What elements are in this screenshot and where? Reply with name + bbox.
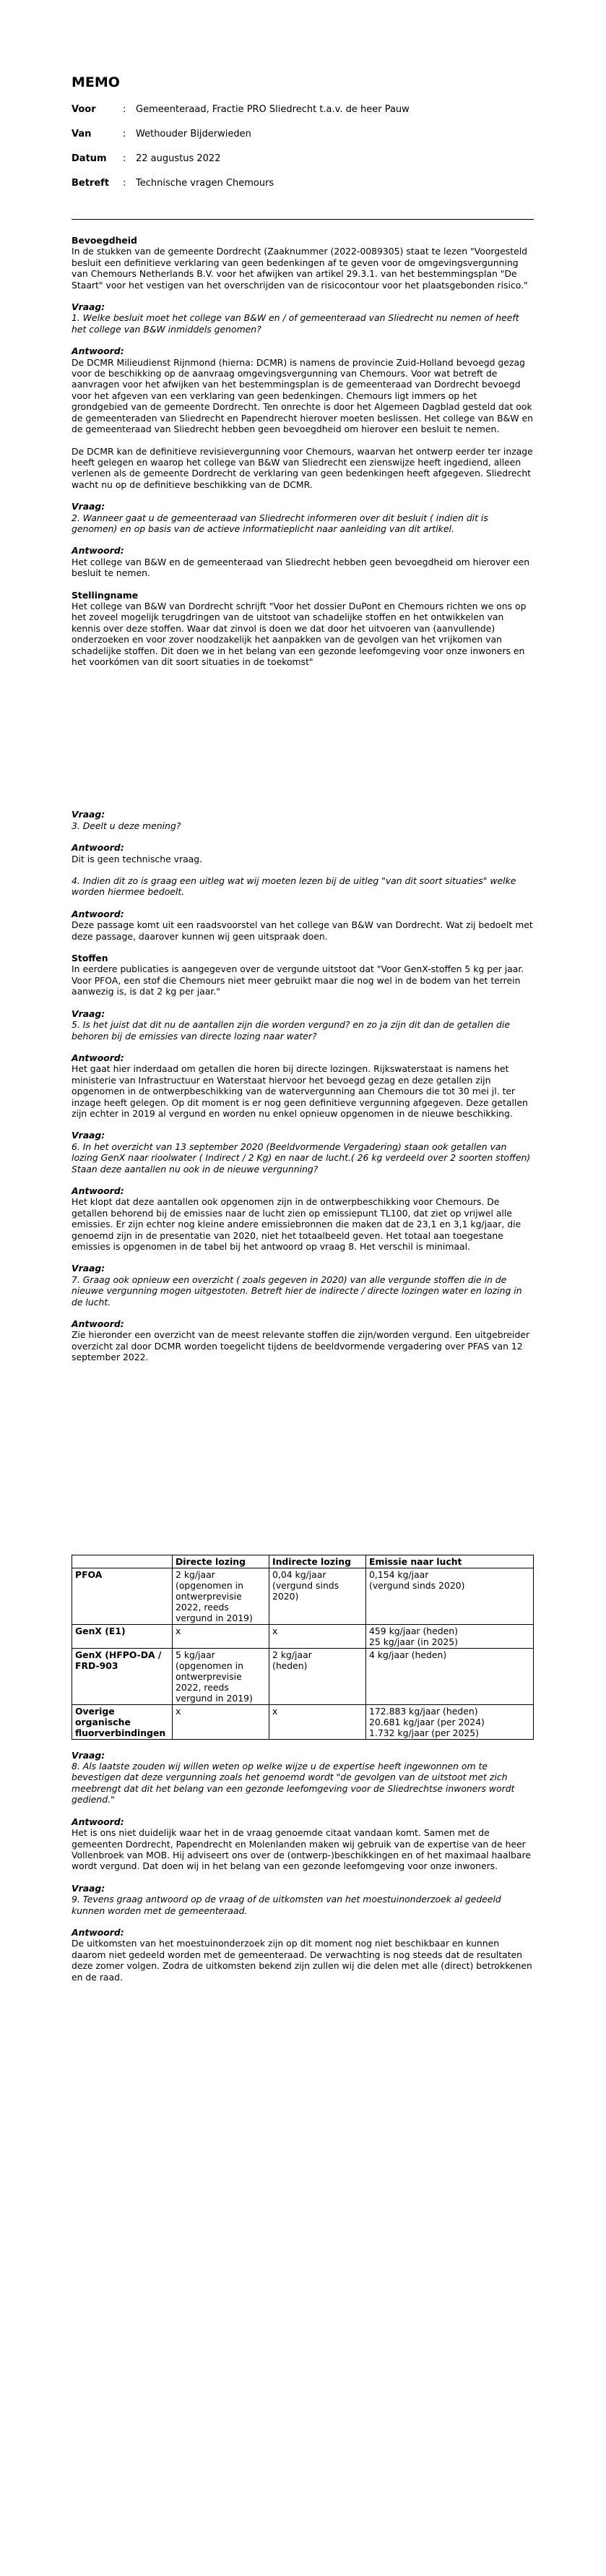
header-value: Wethouder Bijderwieden: [136, 129, 251, 139]
answer-8: [72, 1816, 534, 1872]
table-cell-line: (opgenomen in: [176, 1579, 243, 1591]
question-text: 2. Wanneer gaat u de gemeenteraad van Sliedrecht informeren over dit besluit ( indien dit is genomen) en op basis van de actieve informatieplicht naar aanleiding van dit artikel.: [72, 512, 488, 534]
table-header-row: [72, 1555, 534, 1568]
table-row-header: GenX (HFPO-DA / FRD-903: [72, 1648, 173, 1704]
answer-1-continued: [72, 446, 534, 491]
table-cell-line: x: [176, 1625, 181, 1636]
table-row-header: PFOA: [72, 1568, 173, 1624]
answer-label: Antwoord:: [72, 545, 124, 557]
question-3: [72, 809, 534, 831]
question-label: Vraag:: [72, 1882, 105, 1894]
table-cell-line: 20.681 kg/jaar (per 2024): [369, 1716, 485, 1727]
table-cell-direct: [173, 1704, 269, 1739]
answer-1: [72, 345, 534, 434]
answer-label: Antwoord:: [72, 842, 124, 854]
answer-9: [72, 1927, 534, 1983]
answer-text: Dit is geen technische vraag.: [72, 853, 203, 864]
answer-label: Antwoord:: [72, 1816, 124, 1827]
question-6: [72, 1130, 534, 1175]
table-cell-line: ontwerprevisie: [176, 1590, 242, 1602]
question-text: 3. Deelt u deze mening?: [72, 820, 181, 831]
answer-text: De DCMR kan de definitieve revisievergunning voor Chemours, waarvan het ontwerp eerder ter inzage heeft gelegen en waarop het college van B&W van Sliedrecht een zienswijze heeft ingediend, alleen verlenen als de gemeente Dordrecht de verklaring van geen bedenkingen heeft afgegeven. Sliedrecht wacht nu op de definitieve beschikking van de DCMR.: [72, 445, 533, 490]
question-label: Vraag:: [72, 1749, 105, 1761]
section-stoffen: [72, 953, 534, 997]
answer-label: Antwoord:: [72, 1185, 124, 1196]
table-cell-line: 5 kg/jaar: [176, 1649, 215, 1660]
table-cell-line: 2020): [272, 1590, 299, 1602]
answer-text: Het college van B&W en de gemeenteraad van Sliedrecht hebben geen bevoegdheid om hierover een besluit te nemen.: [72, 556, 530, 579]
section-bevoegdheid: [72, 235, 534, 291]
answer-6: [72, 1185, 534, 1252]
section-title: Stoffen: [72, 953, 108, 964]
section-title: Stellingname: [72, 589, 139, 601]
header-label: Betreft: [72, 178, 110, 189]
answer-label: Antwoord:: [72, 908, 124, 919]
emissions-table: [72, 1555, 534, 1740]
question-text: 6. In het overzicht van 13 september 2020 (Beeldvormende Vergadering) staan ook getallen van lozing GenX naar rioolwater ( Indirect / 2 Kg) en naar de lucht.( 26 kg verdeeld over 2 soorten stoffen) Staan deze aantallen nu ook in de nieuwe vergunning?: [72, 1141, 531, 1175]
header-colon: :: [123, 153, 126, 164]
answer-label: Antwoord:: [72, 1052, 124, 1063]
answer-text: Het klopt dat deze aantallen ook opgenomen zijn in de ontwerpbeschikking voor Chemours. De getallen behorend bij de emissies naar de lucht zien op emissiepunt TL100, dat ziet op vrijwel alle emissies. Er zijn echter nog kleine andere emissiebronnen die maken dat de 23,1 en 3,1 kg/jaar, die genoemd zijn in de presentatie van 2020, niet het totaalbeeld geven. Het totaal aan toegestane emissies is opgenomen in de tabel bij het antwoord op vraag 8. Het verschil is minimaal.: [72, 1196, 521, 1252]
paragraph: Het college van B&W van Dordrecht schrijft "Voor het dossier DuPont en Chemours richten we ons op het zoveel mogelijk terugdringen van de uitstoot van schadelijke stoffen en het ontwikkelen van kennis over deze stoffen. Waar dat zinvol is doen we dat door het uitvoeren van (aanvullende) onderzoeken en voor zover noodzakelijk het aanpakken van de gevolgen van het vrijkomen van schadelijke stoffen. Dit doen we in het belang van een gezonde leefomgeving voor onze inwoners en het voorkómen van dit soort situaties in de toekomst": [72, 600, 527, 667]
table-row: [72, 1704, 534, 1739]
answer-3: [72, 842, 534, 864]
memo-body: [72, 235, 534, 1993]
header-label: Voor: [72, 104, 96, 115]
answer-label: Antwoord:: [72, 345, 124, 357]
paragraph: In de stukken van de gemeente Dordrecht (Zaaknummer (2022-0089305) staat te lezen "Voorgesteld besluit een definitieve verklaring van geen bedenkingen af te geven voor de omgevingsvergunning van Chemours Netherlands B.V. voor het afwijken van artikel 29.3.1. van het bestemmingsplan "De Staart" voor het vestigen van het overschrijden van de risicocontour voor het plaatsgebonden risico.": [72, 246, 528, 291]
table-cell-line: (heden): [272, 1660, 308, 1671]
spacer: [72, 1740, 534, 1750]
table-cell-line: 459 kg/jaar (heden): [369, 1625, 458, 1636]
question-label: Vraag:: [72, 501, 105, 512]
table-row: [72, 1624, 534, 1648]
section-title: Bevoegdheid: [72, 235, 137, 246]
table-cell-line: (vergund sinds 2020): [369, 1579, 465, 1591]
table-cell-indirect: [269, 1624, 366, 1648]
table-cell-direct: [173, 1568, 269, 1624]
table-header-cell: Directe lozing: [173, 1555, 269, 1568]
question-4: [72, 875, 534, 898]
table-header-cell: Indirecte lozing: [269, 1555, 366, 1568]
table-cell-air: [366, 1648, 534, 1704]
table-row-header: Overige organische fluorverbindingen: [72, 1704, 173, 1739]
answer-4: [72, 909, 534, 942]
paragraph: In eerdere publicaties is aangegeven over de vergunde uitstoot dat "Voor GenX-stoffen 5 kg per jaar. Voor PFOA, een stof die Chemours niet meer gebruikt maar die nog wel in de bodem van het terrein aanwezig is, is dat 2 kg per jaar.": [72, 963, 524, 997]
question-label: Vraag:: [72, 1008, 105, 1019]
table-cell-line: (opgenomen in: [176, 1660, 243, 1671]
answer-text: Deze passage komt uit een raadsvoorstel van het college van B&W van Dordrecht. Wat zij bedoelt met deze passage, daarover kunnen wij geen uitspraak doen.: [72, 919, 533, 942]
table-cell-line: vergund in 2019): [176, 1612, 253, 1623]
question-text: 7. Graag ook opnieuw een overzicht ( zoals gegeven in 2020) van alle vergunde stoffen die in de nieuwe vergunning mogen uitgestoten. Betreft hier de indirecte / directe lozingen water en lozing in de lucht.: [72, 1274, 522, 1308]
table-cell-line: 172.883 kg/jaar (heden): [369, 1705, 478, 1717]
answer-5: [72, 1052, 534, 1119]
question-text: 9. Tevens graag antwoord op de vraag of de uitkomsten van het moestuinonderzoek al gedeeld kunnen worden met de gemeenteraad.: [72, 1894, 501, 1916]
table-cell-direct: [173, 1624, 269, 1648]
question-7: [72, 1263, 534, 1308]
table-cell-line: 2022, reeds: [176, 1601, 229, 1613]
table-cell-air: [366, 1568, 534, 1624]
header-value: Gemeenteraad, Fractie PRO Sliedrecht t.a.v. de heer Pauw: [136, 104, 410, 115]
header-label: Datum: [72, 153, 107, 164]
table-cell-line: 0,154 kg/jaar: [369, 1568, 429, 1580]
table-header-cell: Emissie naar lucht: [366, 1555, 534, 1568]
table-cell-line: (vergund sinds: [272, 1579, 339, 1591]
answer-text: De uitkomsten van het moestuinonderzoek zijn op dit moment nog niet beschikbaar en kunnen daarom niet gedeeld worden met de gemeenteraad. De verwachting is nog steeds dat de resultaten deze zomer volgen. Zodra de uitkomsten bekend zijn zullen wij die delen met alle (direct) betrokkenen en de raad.: [72, 1938, 532, 1983]
header-value: 22 augustus 2022: [136, 153, 221, 164]
table-cell-line: 0,04 kg/jaar: [272, 1568, 326, 1580]
question-9: [72, 1883, 534, 1916]
question-label: Vraag:: [72, 1130, 105, 1141]
question-label: Vraag:: [72, 1263, 105, 1274]
header-colon: :: [123, 178, 126, 189]
question-text: 1. Welke besluit moet het college van B&W en / of gemeenteraad van Sliedrecht nu nemen of heeft het college van B&W inmiddels genomen?: [72, 312, 519, 335]
question-5: [72, 1008, 534, 1042]
table-cell-line: x: [272, 1705, 278, 1717]
answer-text: Zie hieronder een overzicht van de meest relevante stoffen die zijn/worden vergund. Een uitgebreider overzicht zal door DCMR worden toegelicht tijdens de beeldvormende vergadering over PFAS van 12 september 2022.: [72, 1329, 530, 1363]
question-1: [72, 301, 534, 335]
header-value: Technische vragen Chemours: [136, 178, 274, 189]
answer-text: Het is ons niet duidelijk waar het in de vraag genoemde citaat vandaan komt. Samen met de gemeenten Dordrecht, Papendrecht en Molenlanden maken wij gebruik van de expertise van de heer Vollenbroek van MOB. Hij adviseert ons over de (ontwerp-)beschikkingen en of het maximaal haalbare wordt vergund. Dat doen wij in het belang van een gezonde leefomgeving voor onze inwoners.: [72, 1827, 531, 1872]
table-cell-line: 1.732 kg/jaar (per 2025): [369, 1727, 480, 1738]
table-cell-line: 25 kg/jaar (in 2025): [369, 1636, 459, 1647]
table-cell-direct: [173, 1648, 269, 1704]
table-cell-line: vergund in 2019): [176, 1692, 253, 1704]
table-cell-line: x: [272, 1625, 278, 1636]
table-cell-line: 4 kg/jaar (heden): [369, 1649, 447, 1660]
header-divider: [72, 219, 534, 220]
header-label: Van: [72, 129, 92, 139]
table-row: [72, 1568, 534, 1624]
question-text: 8. Als laatste zouden wij willen weten op welke wijze u de expertise heeft ingewonnen om te bevestigen dat deze vergunning zoals het genoemd wordt "de gevolgen van de uitstoot met zich meebrengt dat dit het belang van een gezonde leefomgeving voor de Sliedrechtse inwoners wordt gediend.": [72, 1761, 515, 1806]
answer-7: [72, 1318, 534, 1363]
table-cell-indirect: [269, 1648, 366, 1704]
section-stellingname: [72, 590, 534, 668]
page-gap: [72, 1374, 534, 1555]
table-cell-line: ontwerprevisie: [176, 1670, 242, 1682]
question-2: [72, 501, 534, 534]
question-8: [72, 1750, 534, 1806]
header-colon: :: [123, 104, 126, 115]
table-cell-indirect: [269, 1704, 366, 1739]
answer-text: De DCMR Milieudienst Rijnmond (hierna: DCMR) is namens de provincie Zuid-Holland bevoegd gezag voor de beschikking op de aanvraag omgevingsvergunning van Chemours. Voor wat betreft de aanvragen voor het afwijken van het bestemmingsplan is de gemeenteraad van Dordrecht bevoegd voor het afgeven van een verklaring van geen bedenkingen. Chemours ligt immers op het grondgebied van de gemeente Dordrecht. Ten onrechte is door het Algemeen Dagblad gesteld dat ook de gemeenteraden van Sliedrecht en Papendrecht hierover moeten beslissen. Het college van B&W en de gemeenteraad van Sliedrecht hebben geen bevoegdheid om hierover een besluit te nemen.: [72, 356, 533, 435]
table-cell-line: 2 kg/jaar: [176, 1568, 215, 1580]
question-label: Vraag:: [72, 301, 105, 313]
question-text: 4. Indien dit zo is graag een uitleg wat wij moeten lezen bij de uitleg "van dit soort situaties" welke worden hiermee bedoelt.: [72, 875, 516, 898]
answer-text: Het gaat hier inderdaad om getallen die horen bij directe lozingen. Rijkswaterstaat is namens het ministerie van Infrastructuur en Waterstaat hiervoor het bevoegd gezag en deze getallen zijn opgenomen in de ontwerpbeschikking van de watervergunning aan Chemours die tot 30 mei jl. ter inzage heeft gelegen. Op dit moment is er nog geen definitieve vergunning afgegeven. Deze getallen zijn echter in 2019 al vergund en worden nu enkel opnieuw opgenomen in de nieuwe beschikking.: [72, 1063, 528, 1119]
table-row: [72, 1648, 534, 1704]
question-text: 5. Is het juist dat dit nu de aantallen zijn die worden vergund? en zo ja zijn dit dan de getallen die behoren bij de emissies van directe lozing naar water?: [72, 1019, 510, 1042]
table-cell-line: 2 kg/jaar: [272, 1649, 312, 1660]
answer-label: Antwoord:: [72, 1926, 124, 1938]
table-cell-air: [366, 1704, 534, 1739]
answer-2: [72, 545, 534, 578]
page-gap: [72, 667, 534, 809]
answer-label: Antwoord:: [72, 1318, 124, 1330]
table-header-cell: [72, 1555, 173, 1568]
header-colon: :: [123, 129, 126, 139]
table-cell-indirect: [269, 1568, 366, 1624]
table-cell-line: x: [176, 1705, 181, 1717]
table-cell-line: 2022, reeds: [176, 1681, 229, 1693]
table-row-header: GenX (E1): [72, 1624, 173, 1648]
table-cell-air: [366, 1624, 534, 1648]
question-label: Vraag:: [72, 809, 105, 820]
memo-title: MEMO: [72, 74, 120, 90]
